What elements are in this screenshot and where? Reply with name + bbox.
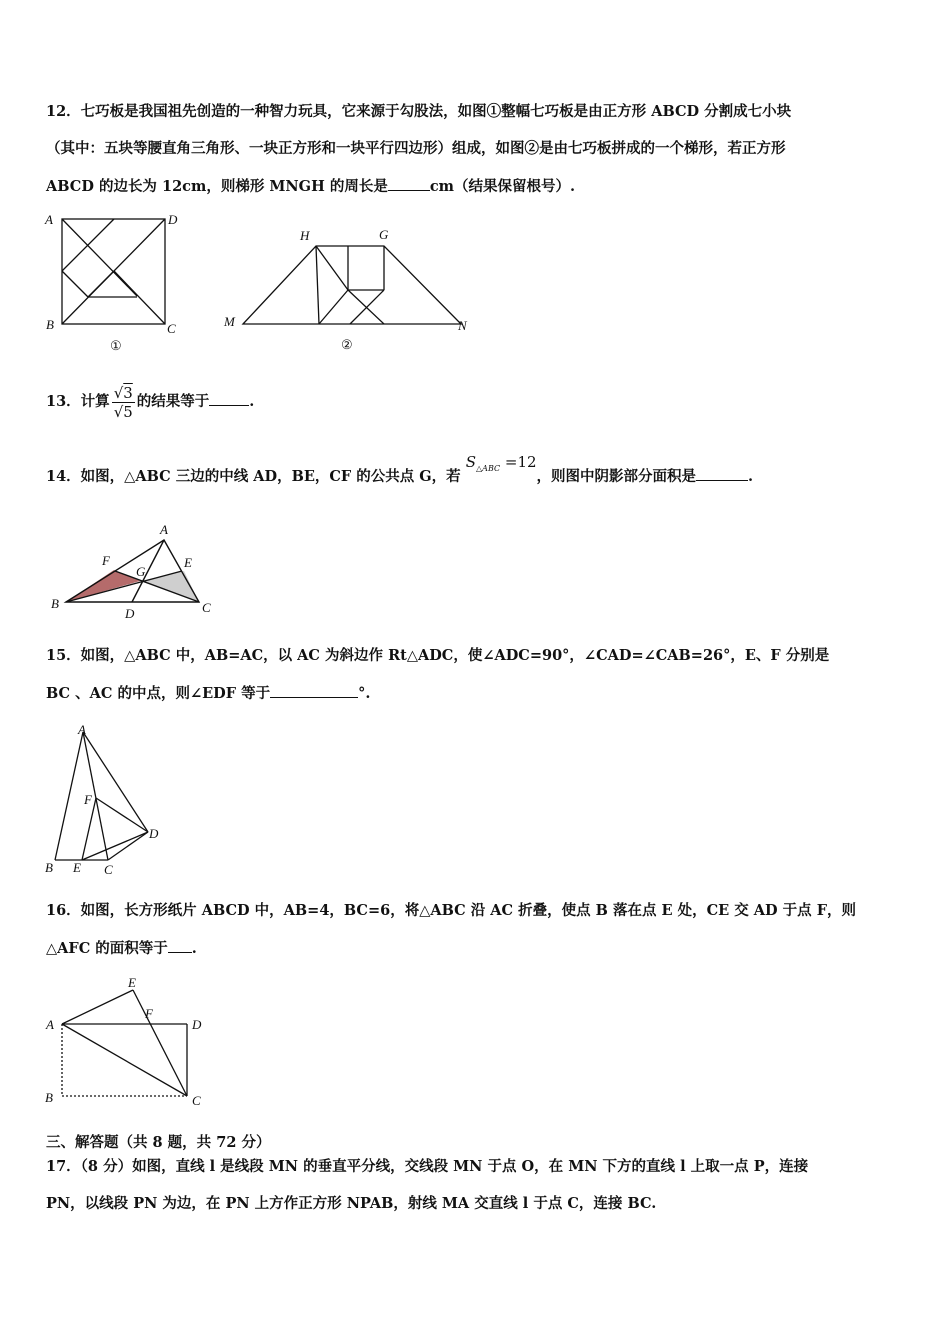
- q13-line: [46, 380, 906, 424]
- q13-prefix: 13．计算: [46, 393, 110, 410]
- label-a: A: [78, 722, 86, 737]
- tangram-square-figure: [40, 205, 190, 355]
- shaded-region-left: [66, 570, 140, 602]
- inner-cut-3: [62, 271, 88, 297]
- answer-blank: [168, 938, 192, 953]
- label-a: A: [160, 522, 168, 537]
- label-d: D: [192, 1017, 202, 1032]
- side-ab: [55, 732, 83, 860]
- segment-fe: [82, 798, 96, 860]
- tangram-trapezoid-figure: [218, 222, 478, 357]
- fig2-caption: ②: [341, 337, 353, 352]
- diagonal-partial: [62, 219, 137, 296]
- q15-line-2-tail: °.: [358, 685, 371, 702]
- answer-blank: [388, 176, 430, 191]
- label-f: F: [145, 1006, 153, 1021]
- label-c: C: [167, 321, 176, 336]
- trapezoid-mngh: [243, 246, 461, 324]
- label-e: E: [73, 860, 81, 875]
- triangle-medians-figure: [44, 520, 224, 624]
- fraction-numerator: 3: [123, 383, 133, 402]
- label-g: G: [379, 227, 389, 242]
- q16-line-2-tail: .: [191, 940, 197, 957]
- q15-line-2: [46, 683, 906, 704]
- segment-fd: [96, 798, 148, 832]
- label-f: F: [102, 553, 110, 568]
- answer-blank: [696, 466, 748, 481]
- label-c: C: [202, 600, 211, 615]
- q13-end: .: [249, 393, 255, 410]
- answer-blank: [270, 683, 358, 698]
- label-b: B: [45, 1090, 53, 1105]
- area-value: =12: [504, 453, 537, 471]
- area-notation: [466, 453, 537, 471]
- q17-line-2: PN，以线段 PN 为边，在 PN 上方作正方形 NPAB，射线 MA 交直线 l 于点 C，连接 BC.: [46, 1195, 657, 1212]
- label-m: M: [224, 314, 235, 329]
- q17-line-1: 17．（8 分）如图，直线 l 是线段 MN 的垂直平分线，交线段 MN 于点 O，在 MN 下方的直线 l 上取一点 P，连接: [46, 1158, 809, 1175]
- label-b: B: [46, 317, 54, 332]
- q12-line-3: [46, 176, 906, 197]
- q15-line-2-text: BC 、AC 的中点，则∠EDF 等于: [46, 685, 271, 702]
- label-c: C: [104, 862, 113, 877]
- label-d: D: [149, 826, 159, 841]
- fraction-denominator: 5: [123, 402, 133, 421]
- inner-cut: [88, 271, 114, 297]
- label-a: A: [45, 212, 53, 227]
- q12-line-3-tail: cm（结果保留根号）.: [429, 178, 576, 195]
- q12-line-1: 12．七巧板是我国祖先创造的一种智力玩具，它来源于勾股法，如图①整幅七巧板是由正方形 ABCD 分割成七小块: [46, 103, 792, 120]
- q12-line-2: （其中：五块等腰直角三角形、一块正方形和一块平行四边形）组成，如图②是由七巧板拼成的一个梯形，若正方形: [46, 140, 786, 157]
- label-f: F: [84, 792, 92, 807]
- area-subscript: △ABC: [476, 464, 501, 473]
- piece-line-1: [316, 246, 319, 324]
- q15-line-1: 15．如图，△ABC 中，AB=AC，以 AC 为斜边作 Rt△ADC，使∠ADC=90°，∠CAD=∠CAB=26°，E、F 分别是: [46, 647, 830, 664]
- q16-line-2: [46, 938, 906, 959]
- label-b: B: [51, 596, 59, 611]
- q14-line: [46, 453, 906, 493]
- label-c: C: [192, 1093, 201, 1108]
- q16-line-2-text: △AFC 的面积等于: [46, 940, 168, 957]
- piece-line-2: [316, 246, 348, 290]
- label-h: H: [300, 228, 310, 243]
- label-e: E: [184, 555, 192, 570]
- q12-line-3-text: ABCD 的边长为 12cm，则梯形 MNGH 的周长是: [46, 178, 388, 195]
- piece-line-6: [319, 290, 348, 324]
- side-ae: [62, 990, 133, 1024]
- answer-blank: [209, 391, 249, 406]
- label-b: B: [45, 860, 53, 875]
- label-e: E: [128, 975, 136, 990]
- q14-end: .: [748, 468, 754, 485]
- label-d: D: [168, 212, 178, 227]
- q14-text-2: ，则图中阴影部分面积是: [536, 468, 697, 485]
- area-s: S: [465, 453, 477, 471]
- label-g: G: [136, 564, 146, 579]
- fraction-sqrt3-over-sqrt5: $\frac{√3}{√5}$: [113, 383, 133, 421]
- right-triangle-figure: [40, 720, 180, 880]
- q16-line-1: 16．如图，长方形纸片 ABCD 中，AB=4，BC=6，将△ABC 沿 AC 折叠，使点 B 落在点 E 处，CE 交 AD 于点 F，则: [46, 902, 857, 919]
- fig1-caption: ①: [110, 338, 122, 353]
- label-n: N: [458, 318, 467, 333]
- section-heading: 三、解答题（共 8 题，共 72 分）: [46, 1134, 271, 1151]
- label-a: A: [46, 1017, 54, 1032]
- folded-rectangle-figure: [40, 972, 220, 1112]
- q13-suffix: 的结果等于: [136, 393, 210, 410]
- q14-text: 14．如图，△ABC 三边的中线 AD，BE，CF 的公共点 G，若: [46, 468, 461, 485]
- label-d: D: [125, 606, 135, 621]
